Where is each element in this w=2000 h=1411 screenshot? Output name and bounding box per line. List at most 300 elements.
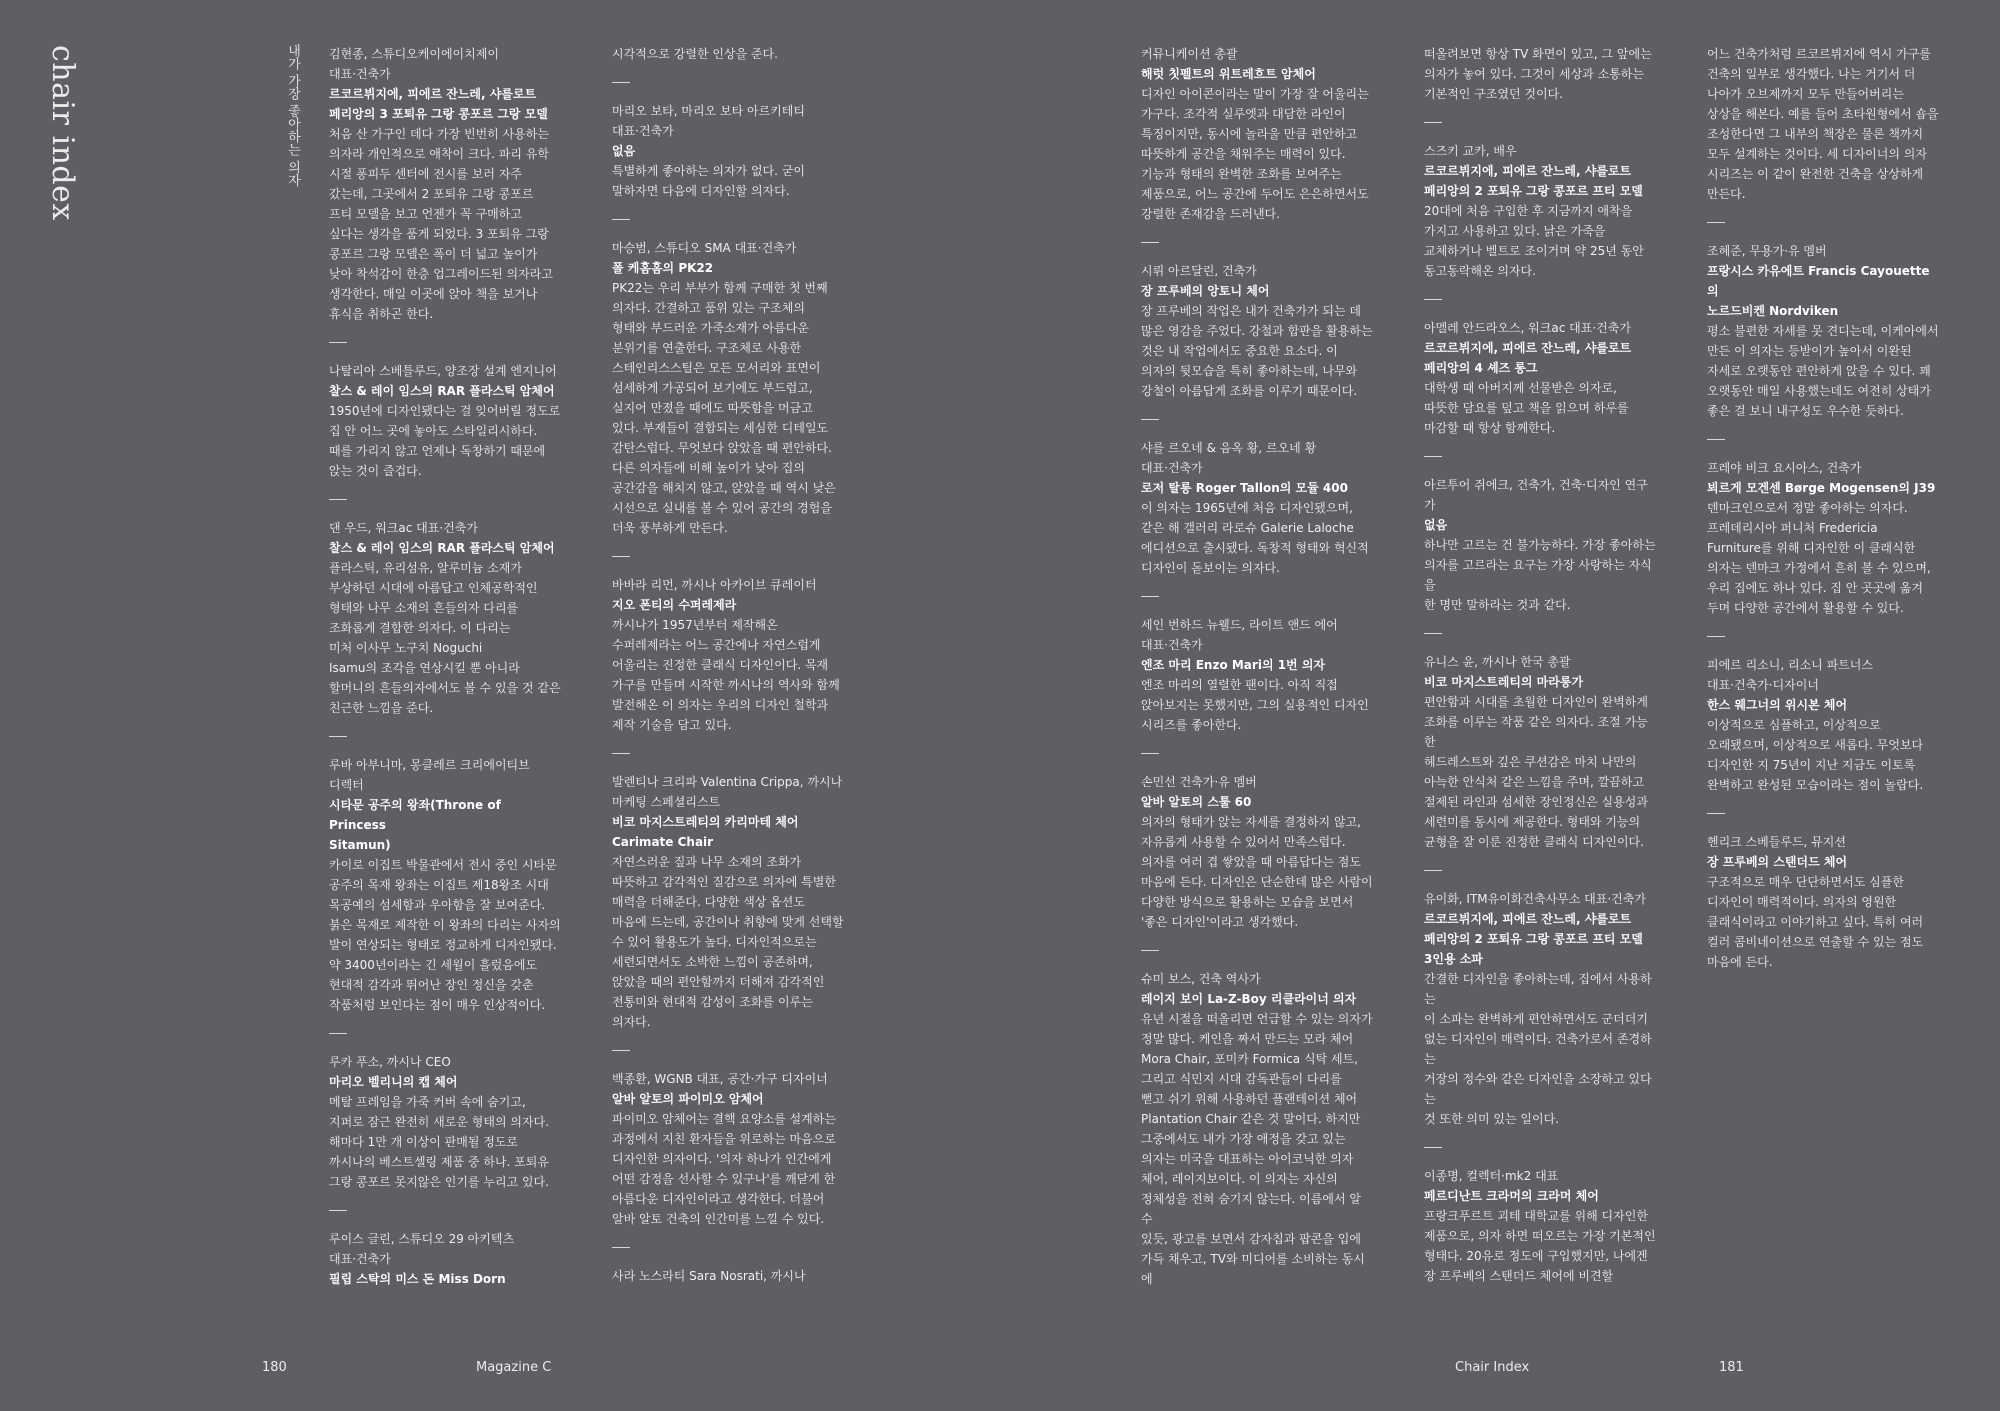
body-text-line: 가구를 만들며 시작한 까시나의 역사와 함께 [612,678,840,692]
chair-entry [1707,832,1939,972]
chair-name-line: 르코르뷔지에, 피에르 잔느레, 샤를로트 [1424,164,1632,178]
respondent-line: 백종환, WGNB 대표, 공간·가구 디자이너 [612,1072,828,1086]
chair-name-line: 비코 마지스트레티의 마라룽가 [1424,675,1584,689]
body-text-line: 과정에서 지친 환자들을 위로하는 마음으로 [612,1132,836,1146]
body-text-line: 시선으로 실내를 볼 수 있어 공간의 경험을 [612,501,832,515]
chair-name-line: 없음 [612,144,636,158]
body-text-line: 말하자면 다음에 디자인할 의자다. [612,184,790,198]
body-text-line: 기본적인 구조였던 것이다. [1424,87,1563,101]
body-text-line: 의자가 놓여 있다. 그것이 세상과 소통하는 [1424,67,1644,81]
entry-divider [1707,212,1939,232]
body-text-line: 에디션으로 출시됐다. 독창적 형태와 혁신적 [1141,541,1369,555]
body-text-line: 수 있어 활용도가 높다. 디자인적으로는 [612,935,817,949]
body-text-line: 프레데리시아 퍼니처 Fredericia [1707,521,1878,535]
chair-name-line: 레이지 보이 La-Z-Boy 리클라이너 의자 [1141,992,1357,1006]
chair-entry [1141,615,1373,735]
respondent-line: 대표·건축가 [329,1252,391,1266]
body-text-line: 프티 모델을 보고 언젠가 꼭 구매하고 [329,207,522,221]
body-text-line: 마음에 든다. 디자인은 단순한데 많은 사람이 [1141,875,1373,889]
body-text-line: 낮아 착석감이 한층 업그레이드된 의자라고 [329,267,553,281]
respondent-line: 아르투어 쥐에크, 건축가, 건축·디자인 연구가 [1424,478,1648,512]
text-column-4 [1424,44,1656,1289]
body-text-line: 체어, 레이지보이다. 이 의자는 자신의 [1141,1172,1338,1186]
chair-entry [329,1229,561,1289]
body-text-line: 없는 디자인이 매력이다. 건축가로서 존경하는 [1424,1032,1652,1066]
respondent-line: 슈미 보스, 건축 역사가 [1141,972,1261,986]
body-text-line: 의자는 덴마크 가정에서 흔히 볼 수 있으며, [1707,561,1931,575]
body-text-line: 균형을 잘 이룬 진정한 클래식 디자인이다. [1424,835,1644,849]
body-text-line: 조화롭게 결합한 의자다. 이 다리는 [329,621,511,635]
body-text-line: 가지고 사용하고 있다. 낡은 가죽을 [1424,224,1606,238]
page-number-right: 181 [1719,1360,1744,1375]
body-text-line: 다양한 방식으로 활용하는 모습을 보면서 [1141,895,1354,909]
body-text-line: 이 소파는 완벽하게 편안하면서도 군더더기 [1424,1012,1648,1026]
entry-divider [1707,429,1939,449]
body-text-line: 이 의자는 1965년에 처음 디자인됐으며, [1141,501,1353,515]
body-text-line: 조성한다면 그 내부의 책장은 물론 책까지 [1707,127,1924,141]
chair-entry [1707,44,1939,204]
body-text-line: 우리 집에도 하나 있다. 집 안 곳곳에 옮겨 [1707,581,1923,595]
respondent-line: 대표·건축가·디자이너 [1707,678,1819,692]
body-text-line: 장 프루베의 작업은 내가 건축가가 되는 데 [1141,304,1361,318]
entry-divider [329,1200,561,1220]
body-text-line: 따뜻하게 공간을 채워주는 매력이 있다. [1141,147,1346,161]
entry-divider [1424,446,1656,466]
body-text-line: 뻗고 쉬기 위해 사용하던 플랜테이션 체어 [1141,1092,1358,1106]
body-text-line: 미처 이사무 노구치 Noguchi [329,641,483,655]
body-text-line: 공주의 목재 왕좌는 이집트 제18왕조 시대 [329,878,549,892]
entry-divider [329,332,561,352]
entry-divider [1424,860,1656,880]
body-text-line: 처음 산 가구인 데다 가장 빈번히 사용하는 [329,127,549,141]
chair-entry [612,575,844,735]
body-text-line: 의자라 개인적으로 애착이 크다. 파리 유학 [329,147,549,161]
text-column-5 [1707,44,1939,1289]
chair-entry [1141,44,1373,224]
entry-divider [1424,289,1656,309]
body-text-line: 수퍼레제라는 어느 공간에나 자연스럽게 [612,638,821,652]
respondent-line: 대표·건축가 [1141,461,1203,475]
chair-name-line: Carimate Chair [612,835,714,849]
body-text-line: 이상적으로 심플하고, 이상적으로 [1707,718,1881,732]
respondent-line: 대표·건축가 [329,67,391,81]
body-text-line: 많은 영감을 주었다. 강철과 합판을 활용하는 [1141,324,1373,338]
body-text-line: 아름다운 디자인이라고 생각한다. 더불어 [612,1192,825,1206]
chair-name-line: 페리앙의 2 포퇴유 그랑 콩포르 프티 모델 [1424,184,1643,198]
body-text-line: 마음에 드는데, 공간이나 취향에 맞게 선택할 [612,915,844,929]
chair-entry [1424,44,1656,104]
body-text-line: 때를 가리지 않고 언제나 독창하기 때문에 [329,444,546,458]
respondent-line: 이종명, 컬렉터·mk2 대표 [1424,1169,1559,1183]
entry-divider [1707,803,1939,823]
body-text-line: 형태와 나무 소재의 흔들의자 다리를 [329,601,519,615]
chair-entry [1424,475,1656,615]
entry-divider [612,546,844,566]
respondent-line: 루이스 글린, 스튜디오 29 아키텍츠 [329,1232,515,1246]
body-text-line: 조화를 이루는 작품 같은 의자다. 조절 가능한 [1424,715,1648,749]
body-text-line: 덴마크인으로서 정말 좋아하는 의자다. [1707,501,1908,515]
chair-entry [329,44,561,324]
chair-name-line: 장 프루베의 앙토니 체어 [1141,284,1270,298]
chair-entry [329,518,561,718]
respondent-line: 스즈키 교카, 배우 [1424,144,1517,158]
respondent-line: 김현종, 스튜디오케이에이치제이 [329,47,499,61]
entry-divider [1424,623,1656,643]
chair-entry [329,755,561,1015]
body-text-line: 편안함과 시대를 초월한 디자인이 완벽하게 [1424,695,1648,709]
body-text-line: 의자는 미국을 대표하는 아이코닉한 의자 [1141,1152,1354,1166]
chair-name-line: 프랑시스 카유에트 Francis Cayouette의 [1707,264,1930,298]
respondent-line: 발렌티나 크리파 Valentina Crippa, 까시나 [612,775,843,789]
respondent-line: 사라 노스라티 Sara Nosrati, 까시나 [612,1269,806,1283]
chair-name-line: 한스 웨그너의 위시본 체어 [1707,698,1848,712]
body-text-line [1424,1286,1656,1289]
body-text-line: 마음에 든다. [1707,955,1773,969]
body-text-line: 플라스틱, 유리섬유, 알루미늄 소재가 [329,561,522,575]
respondent-line: 댄 우드, 워크ac 대표·건축가 [329,521,478,535]
body-text-line: 유년 시절을 떠올리면 언급할 수 있는 의자가 [1141,1012,1373,1026]
body-text-line: 의자다. 간결하고 품위 있는 구조체의 [612,301,805,315]
respondent-line: 손민선 건축가·유 멤버 [1141,775,1257,789]
entry-divider [1141,409,1373,429]
body-text-line: 세련미를 동시에 제공한다. 형태와 기능의 [1424,815,1641,829]
entry-divider [1141,743,1373,763]
body-text-line: 공간감을 해치지 않고, 앉았을 때 역시 낮은 [612,481,836,495]
chair-name-line: 로저 탈롱 Roger Tallon의 모듈 400 [1141,481,1348,495]
body-text-line: 특징이지만, 동시에 놀라울 만큼 편안하고 [1141,127,1358,141]
body-text-line: 해마다 1만 개 이상이 판매될 정도로 [329,1135,518,1149]
body-text-line: 발이 연상되는 형태로 정교하게 디자인됐다. [329,938,557,952]
body-text-line: 교체하거나 벨트로 조이거며 약 25년 동안 [1424,244,1644,258]
body-text-line: 앉아보지는 못했지만, 그의 실용적인 디자인 [1141,698,1369,712]
chair-name-line: 비코 마지스트레티의 카리마테 체어 [612,815,799,829]
body-text-line: 만든다. [1707,187,1746,201]
chair-name-line: 장 프루베의 스탠더드 체어 [1707,855,1848,869]
respondent-line: 샤를 르오네 & 음옥 황, 르오네 황 [1141,441,1317,455]
entry-divider [1424,112,1656,132]
body-text-line: 콩포르 그랑 모델은 폭이 더 넓고 높이가 [329,247,538,261]
body-text-line: Mora Chair, 포미카 Formica 식탁 세트, [1141,1052,1358,1066]
body-text-line: 발전해온 이 의자는 우리의 디자인 철학과 [612,698,829,712]
body-text-line: 디자인이 매력적이다. 의자의 영원한 [1707,895,1897,909]
body-text-line: 할머니의 흔들의자에서도 볼 수 있을 것 같은 [329,681,561,695]
body-text-line: 스테인리스스틸은 모든 모서리와 표면이 [612,361,821,375]
body-text-line: 의자를 여러 겹 쌓았을 때 아름답다는 점도 [1141,855,1361,869]
respondent-line: 마승범, 스튜디오 SMA 대표·건축가 [612,241,797,255]
body-text-line: 붉은 목재로 제작한 이 왕좌의 다리는 사자의 [329,918,561,932]
body-text-line: 섬세하게 가공되어 보기에도 부드럽고, [612,381,813,395]
body-text-line: 의자를 고르라는 요구는 가장 사랑하는 자식을 [1424,558,1652,592]
body-text-line: 장 프루베의 스탠더드 체어에 비견할 [1424,1269,1614,1283]
body-text-line: 의자의 형태가 앉는 자세를 결정하지 않고, [1141,815,1361,829]
chair-entry [1424,1166,1656,1289]
chair-name-line: 알바 알토의 파이미오 암체어 [612,1092,764,1106]
body-text-line: 따뜻하고 감각적인 질감으로 의자에 특별한 [612,875,836,889]
chair-name-line: 3인용 소파 [1424,952,1483,966]
entry-divider [329,489,561,509]
body-text-line: 실지어 만졌을 때에도 따뜻함을 머금고 [612,401,813,415]
body-text-line: 알바 알토 건축의 인간미를 느낄 수 있다. [612,1212,825,1226]
body-text-line: 강철이 아름답게 조화를 이루기 때문이다. [1141,384,1358,398]
text-column-2 [612,44,844,1289]
entry-divider [1707,626,1939,646]
body-text-line: 제품으로, 의자 하면 떠오르는 가장 기본적인 [1424,1229,1656,1243]
chair-name-line: 뵈르게 모겐센 Børge Mogensen의 J39 [1707,481,1936,495]
chair-entry [1424,141,1656,281]
body-text-line: 앉았을 때의 편안함까지 더해져 감각적인 [612,975,825,989]
respondent-line: 유니스 윤, 까시나 한국 총괄 [1424,655,1571,669]
body-text-line: 동고동락해온 의자다. [1424,264,1536,278]
body-text-line: 상상을 해본다. 예를 들어 초타원형에서 숍을 [1707,107,1939,121]
respondent-line: 루바 아부니마, 몽클레르 크리에이티브 [329,758,530,772]
body-text-line: 싶다는 생각을 품게 되었다. 3 포퇴유 그랑 [329,227,549,241]
respondent-line: 나탈리아 스베틀루드, 양조장 설계 엔지니어 [329,364,557,378]
body-text-line: 디자인한 지 75년이 지난 지금도 이토록 [1707,758,1916,772]
body-text-line: 카이로 이집트 박물관에서 전시 중인 시타문 [329,858,557,872]
body-text-line: 완벽하고 완성된 모습이라는 점이 놀랍다. [1707,778,1924,792]
chair-entry [612,101,844,201]
body-text-line: 그중에서도 내가 가장 애정을 갖고 있는 [1141,1132,1346,1146]
body-text-line: 평소 불편한 자세를 못 견디는데, 이케아에서 [1707,324,1939,338]
respondent-line: 디렉터 [329,778,364,792]
chair-name-line: 알바 알토의 스툴 60 [1141,795,1252,809]
chair-name-line: 마리오 벨리니의 캡 체어 [329,1075,458,1089]
chair-name-line: 르코르뷔지에, 피에르 잔느레, 샤를로트 [329,87,537,101]
body-text-line: 제작 기술을 담고 있다. [612,718,732,732]
body-text-line: 같은 해 갤러리 라로슈 Galerie Laloche [1141,521,1354,535]
entry-divider [329,1023,561,1043]
body-text-line: 의자의 뒷모습을 특히 좋아하는데, 나무와 [1141,364,1358,378]
chair-entry [612,238,844,538]
body-text-line: 파이미오 암체어는 결핵 요양소를 설계하는 [612,1112,836,1126]
body-text-line: 두며 다양한 공간에서 활용할 수 있다. [1707,601,1904,615]
chair-name-line: 페리앙의 4 셰즈 롱그 [1424,361,1538,375]
body-text-line: 떠올려보면 항상 TV 화면이 있고, 그 앞에는 [1424,47,1652,61]
entry-divider [612,1237,844,1257]
entry-divider [612,72,844,92]
body-text-line: 시리즈를 좋아한다. [1141,718,1242,732]
chair-name-line: 페리앙의 3 포퇴유 그랑 콩포르 그랑 모델 [329,107,548,121]
chair-name-line: 페르디난트 크라머의 크라머 체어 [1424,1189,1599,1203]
magazine-name: Magazine C [476,1360,552,1375]
body-text-line: 형태다. 20유로 정도에 구입했지만, 나에겐 [1424,1249,1648,1263]
body-text-line: 대학생 때 아버지께 선물받은 의자로, [1424,381,1617,395]
chair-name-line: 르코르뷔지에, 피에르 잔느레, 샤를로트 [1424,912,1632,926]
respondent-line: 대표·건축가 [1141,638,1203,652]
body-text-line: 형태와 부드러운 가죽소재가 아름다운 [612,321,809,335]
chair-entry [1141,261,1373,401]
body-text-line: 까시나의 베스트셀링 제품 중 하나. 포퇴유 [329,1155,549,1169]
body-text-line: 좋은 걸 보니 내구성도 우수한 듯하다. [1707,404,1904,418]
body-text-line: Plantation Chair 같은 것 말이다. 하지만 [1141,1112,1361,1126]
body-text-line: 마감할 때 항상 함께한다. [1424,421,1556,435]
body-text-line: 어떤 감정을 선사할 수 있구나'를 깨닫게 한 [612,1172,836,1186]
body-text-line: 친근한 느낌을 준다. [329,701,434,715]
body-text-line: 거장의 정수와 같은 디자인을 소장하고 있다는 [1424,1072,1652,1106]
body-text-line: 의자다. [612,1015,651,1029]
entry-divider [329,726,561,746]
body-text-line: 헤드레스트와 깊은 쿠션감은 마치 나만의 [1424,755,1637,769]
body-text-line: 매력을 더해준다. 다양한 색상 옵션도 [612,895,805,909]
body-text-line: 시각적으로 강렬한 인상을 준다. [612,47,778,61]
body-text-line: 목공예의 섬세함과 우아함을 잘 보여준다. [329,898,546,912]
chair-entry [1707,458,1939,618]
body-text-line: 것은 내 작업에서도 중요한 요소다. 이 [1141,344,1338,358]
body-text-line: 다른 의자들에 비해 높이가 낮아 집의 [612,461,805,475]
chair-name-line: 노르드비켄 Nordviken [1707,304,1839,318]
text-column-1 [329,44,561,1289]
respondent-line: 마케팅 스페셜리스트 [612,795,721,809]
body-text-line: 정말 많다. 케인을 짜서 만드는 모라 체어 [1141,1032,1354,1046]
body-text-line: 디자인한 의자이다. '의자 하나가 인간에게 [612,1152,832,1166]
body-text-line: 더욱 풍부하게 만든다. [612,521,728,535]
body-text-line: 전통미와 현대적 감성이 조화를 이루는 [612,995,813,1009]
body-text-line: 컬러 콤비네이션으로 연출할 수 있는 점도 [1707,935,1924,949]
respondent-line: 프레야 비크 요시아스, 건축가 [1707,461,1862,475]
section-name: Chair Index [1455,1360,1530,1375]
respondent-line: 커뮤니케이션 총괄 [1141,47,1238,61]
body-text-line: 까시나가 1957년부터 제작해온 [612,618,778,632]
chair-name-line: 해럿 칫펠트의 위트레흐트 암체어 [1141,67,1316,81]
chair-name-line: 페리앙의 2 포퇴유 그랑 콩포르 프티 모델 [1424,932,1643,946]
spread-subtitle: 내가 가장 좋아하는 의자 [285,44,300,187]
chair-entry [1141,969,1373,1289]
respondent-line: 세인 번하드 뉴웰드, 라이트 앤드 에어 [1141,618,1338,632]
respondent-line: 시뤼 아르달린, 건축가 [1141,264,1257,278]
respondent-line: 조혜준, 무용가·유 멤버 [1707,244,1827,258]
respondent-line: 마리오 보타, 마리오 보타 아르키테티 [612,104,805,118]
chair-name-line: Sitamun) [329,838,391,852]
body-text-line: 구조적으로 매우 단단하면서도 심플한 [1707,875,1904,889]
chair-entry [1707,241,1939,421]
body-text-line: 특별하게 좋아하는 의자가 없다. 굳이 [612,164,805,178]
respondent-line: 헨리크 스베들루드, 뮤지션 [1707,835,1846,849]
body-text-line: 자세로 오랫동안 편안하게 앉을 수 있다. 꽤 [1707,364,1931,378]
body-text-line: 만든 이 의자는 등받이가 높아서 이완된 [1707,344,1912,358]
body-text-line: 그랑 콩포르 못지않은 인기를 누리고 있다. [329,1175,549,1189]
chair-entry [612,772,844,1032]
chair-name-line: 지오 폰티의 수퍼레제라 [612,598,737,612]
body-text-line: 프랑크푸르트 괴테 대학교를 위해 디자인한 [1424,1209,1648,1223]
body-text-line: Isamu의 조각을 연상시킬 뿐 아니라 [329,661,520,675]
chair-entry [612,1266,844,1286]
body-text-line: 기능과 형태의 완벽한 조화를 보여주는 [1141,167,1342,181]
respondent-line: 루카 푸소, 까시나 CEO [329,1055,451,1069]
body-text-line: 건축의 일부로 생각했다. 나는 거기서 더 [1707,67,1916,81]
chair-name-line: 엔조 마리 Enzo Mari의 1번 의자 [1141,658,1326,672]
respondent-line: 유이화, ITM유이화건축사무소 대표·건축가 [1424,892,1646,906]
body-text-line: 나아가 오브제까지 모두 만들어버리는 [1707,87,1904,101]
body-text-line: 오랫동안 매일 사용했는데도 여전히 상태가 [1707,384,1931,398]
body-text-line: 휴식을 취하곤 한다. [329,307,434,321]
chair-entry [1424,889,1656,1129]
body-text-line: 분위기를 연출한다. 구조체로 사용한 [612,341,802,355]
body-text-line: 모두 설계하는 것이다. 세 디자이너의 의자 [1707,147,1927,161]
body-text-line: 부상하던 시대에 아름답고 인체공학적인 [329,581,538,595]
chair-entry [1141,772,1373,932]
body-text-line: 하나만 고르는 건 불가능하다. 가장 좋아하는 [1424,538,1656,552]
chair-name-line: 시타문 공주의 왕좌(Throne of Princess [329,798,501,832]
entry-divider [1141,586,1373,606]
body-text-line: 한 명만 말하라는 것과 같다. [1424,598,1571,612]
chair-name-line: 폴 케홈홈의 PK22 [612,261,714,275]
body-text-line: 약 3400년이라는 긴 세월이 흘렀음에도 [329,958,538,972]
chair-entry [612,1069,844,1229]
body-text-line: PK22는 우리 부부가 함께 구매한 첫 번째 [612,281,828,295]
chair-entry [612,44,844,64]
body-text-line: 집 안 어느 곳에 놓아도 스타일리시하다. [329,424,538,438]
body-text-line: 가득 채우고, TV와 미디어를 소비하는 동시에 [1141,1252,1365,1286]
body-text-line: '좋은 디자인'이라고 생각했다. [1141,915,1299,929]
body-text-line: 오래됐으며, 이상적으로 새롭다. 무엇보다 [1707,738,1924,752]
body-text-line: 그리고 식민지 시대 감독관들이 다리를 [1141,1072,1342,1086]
entry-divider [612,1040,844,1060]
body-text-line: 있다. 부재들이 결합되는 세심한 디테일도 [612,421,829,435]
body-text-line: 메탈 프레임을 가죽 커버 속에 숨기고, [329,1095,526,1109]
chair-entry [1141,438,1373,578]
body-text-line: 지퍼로 잠근 완전히 새로운 형태의 의자다. [329,1115,549,1129]
body-text-line: 어느 건축가처럼 르코르뷔지에 역시 가구를 [1707,47,1931,61]
body-text-line: 세련되면서도 소박한 느낌이 공존하며, [612,955,813,969]
body-text-line: 강렬한 존재감을 드러낸다. [1141,207,1280,221]
respondent-line: 피에르 리소니, 리소니 파트너스 [1707,658,1873,672]
body-text-line: 1950년에 디자인됐다는 걸 잊어버릴 정도로 [329,404,561,418]
respondent-line: 대표·건축가 [612,124,674,138]
body-text-line: 있듯, 광고를 보면서 감자칩과 팝콘을 입에 [1141,1232,1361,1246]
spread-title: chair index [45,45,80,221]
body-text-line: 자유롭게 사용할 수 있어서 만족스럽다. [1141,835,1346,849]
body-text-line: Furniture를 위해 디자인한 이 클래식한 [1707,541,1916,555]
body-text-line: 가구다. 조각적 실루엣과 대담한 라인이 [1141,107,1346,121]
body-text-line: 어울리는 진정한 클래식 디자인이다. 목재 [612,658,829,672]
body-text-line: 제품으로, 어느 공간에 두어도 은은하면서도 [1141,187,1369,201]
body-text-line: 앉는 것이 즐겁다. [329,464,422,478]
entry-divider [612,209,844,229]
body-text-line: 시절 퐁피두 센터에 전시를 보러 자주 [329,167,522,181]
body-text-line: 현대적 감각과 뛰어난 장인 정신을 갖춘 [329,978,534,992]
body-text-line: 작품처럼 보인다는 점이 매우 인상적이다. [329,998,546,1012]
body-text-line: 생각한다. 매일 이곳에 앉아 책을 보거나 [329,287,538,301]
respondent-line: 바바라 리먼, 까시나 아카이브 큐레이터 [612,578,817,592]
chair-entry [329,1052,561,1192]
body-text-line: 간결한 디자인을 좋아하는데, 집에서 사용하는 [1424,972,1652,1006]
body-text-line: 것 또한 의미 있는 일이다. [1424,1112,1559,1126]
body-text-line: 정체성을 전혀 숨기지 않는다. 이름에서 알 수 [1141,1192,1361,1226]
body-text-line: 따뜻한 담요를 덮고 책을 읽으며 하루를 [1424,401,1629,415]
body-text-line: 시리즈는 이 같이 완전한 건축을 상상하게 [1707,167,1924,181]
respondent-line: 아멜레 안드라오스, 워크ac 대표·건축가 [1424,321,1631,335]
body-text-line: 감탄스럽다. 무엇보다 앉았을 때 편안하다. [612,441,832,455]
body-text-line: 갔는데, 그곳에서 2 포퇴유 그랑 콩포르 [329,187,534,201]
page-number-left: 180 [262,1360,287,1375]
chair-entry [1424,652,1656,852]
body-text-line: 엔조 마리의 열렬한 팬이다. 아직 직접 [1141,678,1338,692]
body-text-line: 디자인이 돋보이는 의자다. [1141,561,1280,575]
text-column-3 [1141,44,1373,1289]
body-text-line: 자연스러운 짚과 나무 소재의 조화가 [612,855,802,869]
chair-name-line: 찰스 & 레이 임스의 RAR 플라스틱 암체어 [329,384,555,398]
entry-divider [612,743,844,763]
entry-divider [1141,232,1373,252]
chair-entry [1424,318,1656,438]
chair-name-line: 르코르뷔지에, 피에르 잔느레, 샤를로트 [1424,341,1632,355]
body-text-line: 절제된 라인과 섬세한 장인정신은 실용성과 [1424,795,1648,809]
chair-entry [329,361,561,481]
body-text-line: 아늑한 안식처 같은 느낌을 주며, 깔끔하고 [1424,775,1644,789]
entry-divider [1141,940,1373,960]
body-text-line: 클래식이라고 이야기하고 싶다. 특히 여러 [1707,915,1924,929]
body-text-line: 디자인 아이콘이라는 말이 가장 잘 어울리는 [1141,87,1369,101]
